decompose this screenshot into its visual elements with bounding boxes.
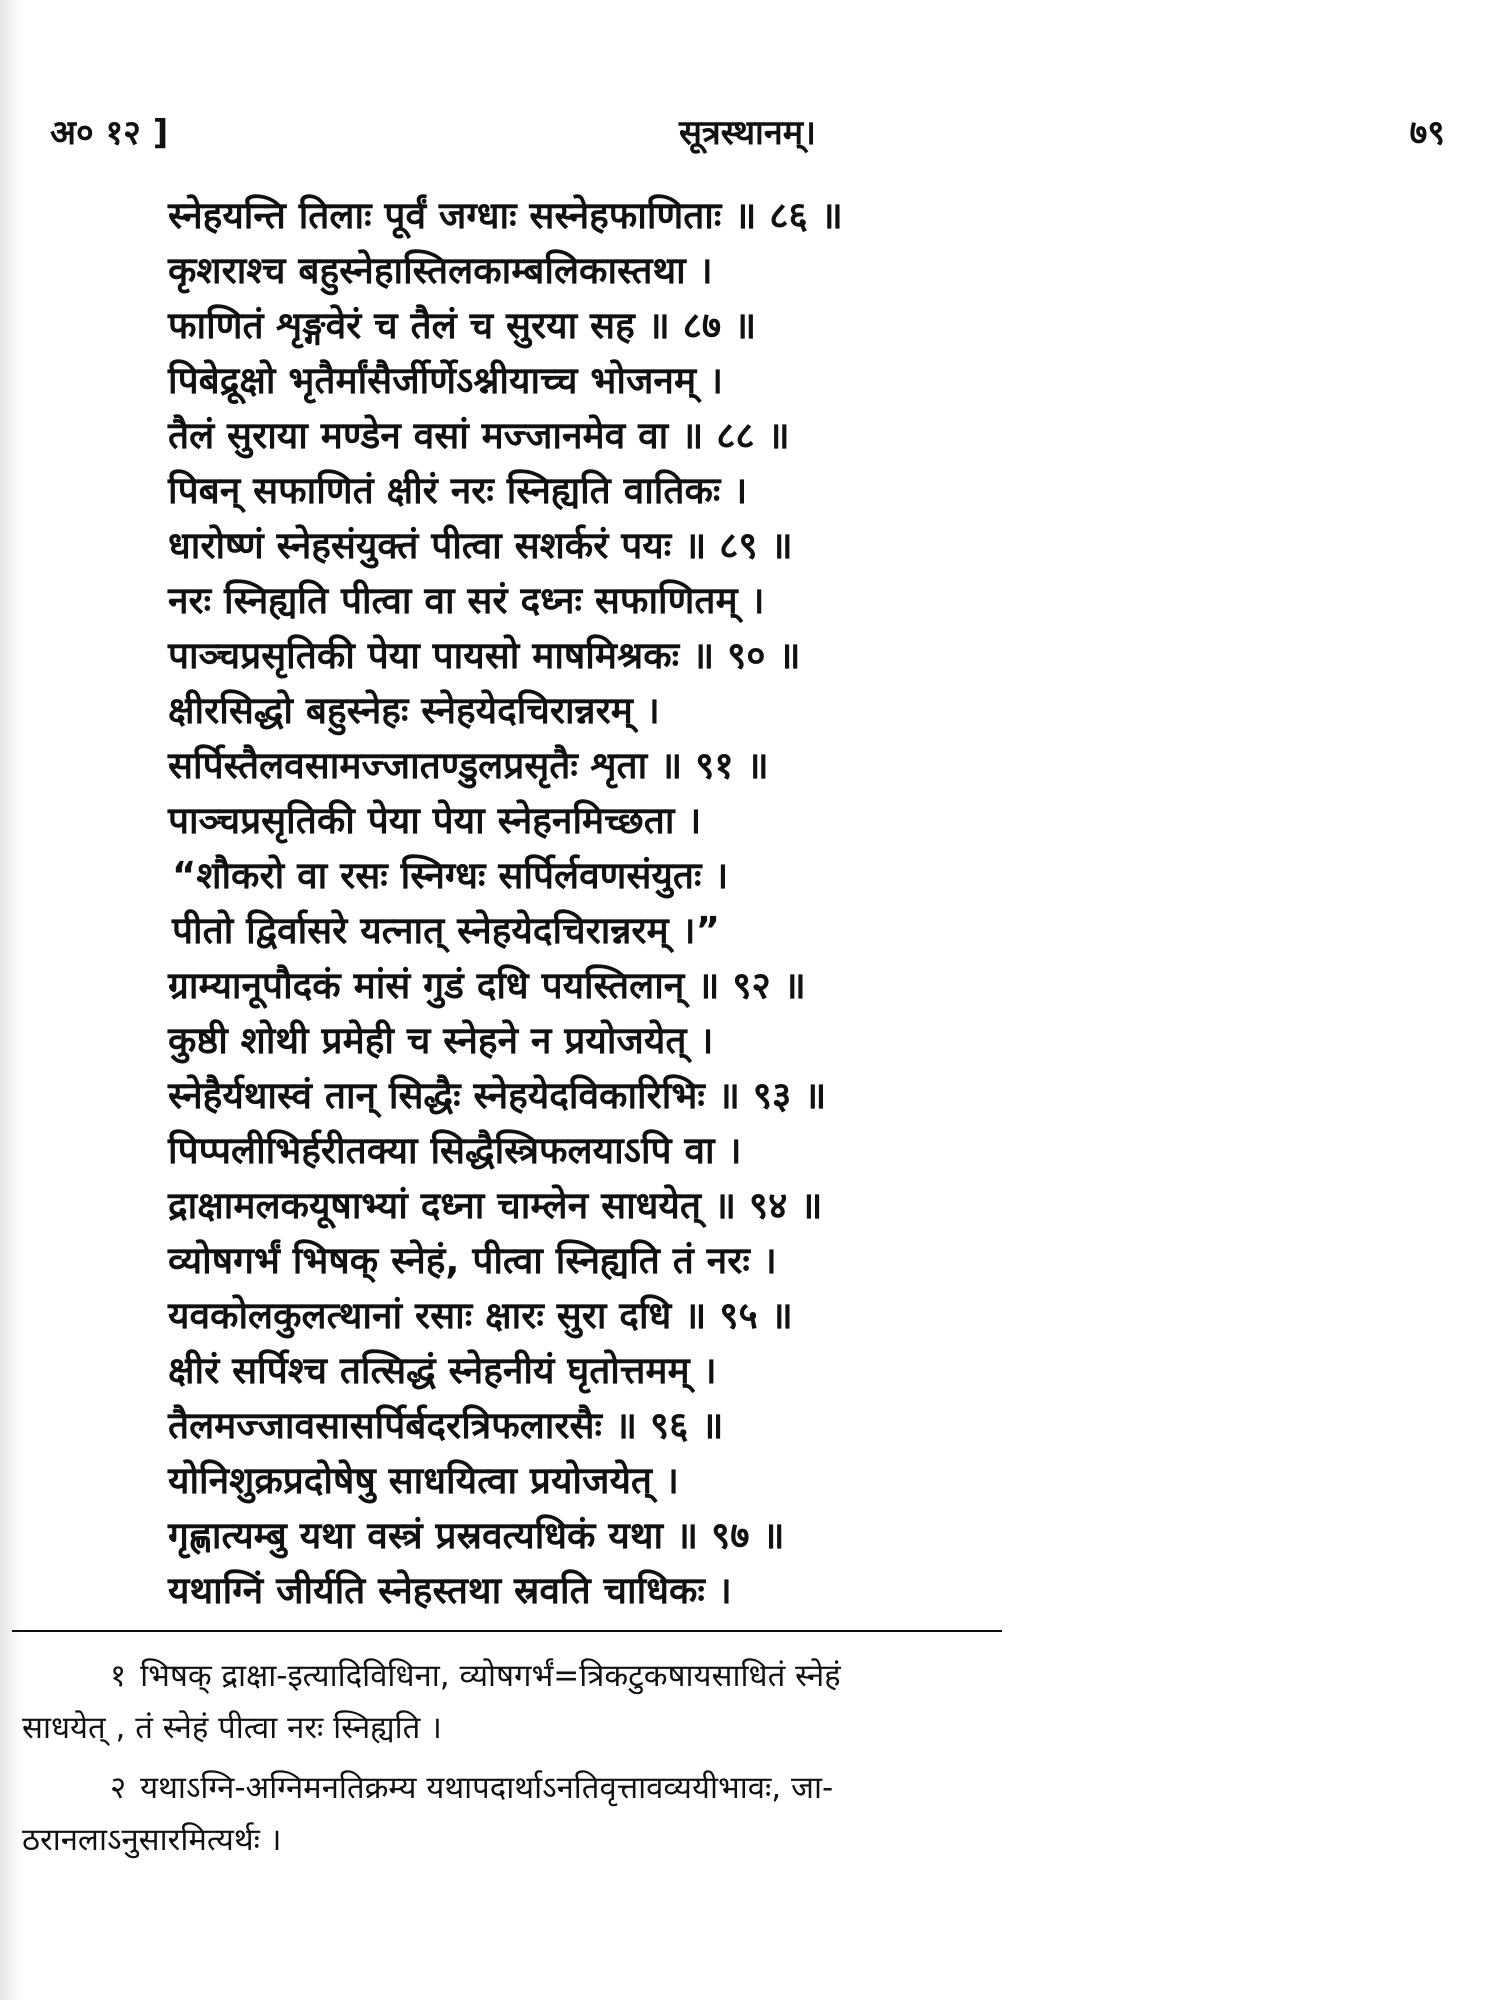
verse-line: द्राक्षामलकयूषाभ्यां दध्ना चाम्लेन साधयेत् ॥ ९४ ॥ — [168, 1184, 823, 1227]
verse-line: स्नेहयन्ति तिलाः पूर्वं जग्धाः सस्नेहफाणिताः ॥ ८६ ॥ — [168, 194, 843, 237]
verse-line: पाञ्चप्रसृतिकी पेया पेया स्नेहनमिच्छता । — [168, 799, 702, 842]
verse-line: तैलमज्जावसासर्पिर्बदरत्रिफलारसैः ॥ ९६ ॥ — [168, 1404, 724, 1447]
verse-line: स्नेहैर्यथास्वं तान् सिद्धैः स्नेहयेदविकारिभिः ॥ ९३ ॥ — [168, 1074, 827, 1117]
footnote-text: भिषक् द्राक्षा-इत्यादिविधिना, व्योषगर्भं=त्रिकटुकषायसाधितं स्नेहं — [140, 1658, 841, 1694]
verse-line: क्षीरसिद्धो बहुस्नेहः स्नेहयेदचिरान्नरम् । — [168, 689, 660, 732]
verse-line: पिप्पलीभिर्हरीतक्या सिद्धैस्त्रिफलयाऽपि वा । — [168, 1129, 742, 1172]
page-edge-shadow — [0, 0, 22, 2000]
section-title: सूत्रस्थानम्। — [679, 113, 816, 153]
footnote-number: १ — [110, 1658, 127, 1694]
verse-line: यथाग्निं जीर्यति स्नेहस्तथा स्रवति चाधिकः । — [168, 1569, 732, 1612]
verse-line: फाणितं शृङ्गवेरं च तैलं च सुरया सह ॥ ८७ ॥ — [168, 304, 757, 347]
verse-line: व्योषगर्भं भिषक् स्नेहं, पीत्वा स्निह्यति तं नरः । — [168, 1239, 777, 1282]
verse-line: कृशराश्च बहुस्नेहास्तिलकाम्बलिकास्तथा । — [168, 249, 713, 292]
verse-line: सर्पिस्तैलवसामज्जातण्डुलप्रसृतैः शृता ॥ ९१ ॥ — [168, 744, 769, 787]
footnote-number: २ — [110, 1770, 127, 1806]
page-number: ७९ — [1409, 113, 1445, 153]
footnote-text-continued: ठरानलाऽनुसारमित्यर्थः । — [22, 1822, 282, 1858]
running-header — [50, 108, 1445, 158]
footnotes — [22, 1650, 1402, 1874]
verse-line: पिबन् सफाणितं क्षीरं नरः स्निह्यति वातिकः । — [168, 469, 748, 512]
quoted-verse-line: पीतो द्विर्वासरे यत्नात् स्नेहयेदचिरान्नरम् ।” — [172, 909, 720, 952]
footnote-text: यथाऽग्नि-अग्निमनतिक्रम्य यथापदार्थाऽनतिवृत्तावव्ययीभावः, जा- — [140, 1770, 834, 1806]
verse-line: धारोष्णं स्नेहसंयुक्तं पीत्वा सशर्करं पयः ॥ ८९ ॥ — [168, 524, 793, 567]
footnote-divider — [12, 1630, 1002, 1632]
verse-line: तैलं सुराया मण्डेन वसां मज्जानमेव वा ॥ ८८ ॥ — [168, 414, 790, 457]
verse-line: गृह्णात्यम्बु यथा वस्त्रं प्रस्रवत्यधिकं यथा ॥ ९७ ॥ — [168, 1514, 785, 1557]
chapter-marker: अ० १२ ] — [50, 113, 169, 153]
verse-line: पिबेद्रूक्षो भृतैर्मांसैर्जीर्णेऽश्नीयाच्च भोजनम् । — [168, 359, 723, 402]
verse-line: ग्राम्यानूपौदकं मांसं गुडं दधि पयस्तिलान् ॥ ९२ ॥ — [168, 964, 806, 1007]
verse-line: नरः स्निह्यति पीत्वा वा सरं दध्नः सफाणितम् । — [168, 579, 765, 622]
verse-line: कुष्ठी शोथी प्रमेही च स्नेहने न प्रयोजयेत् । — [168, 1019, 714, 1062]
verse-line: यवकोलकुलत्थानां रसाः क्षारः सुरा दधि ॥ ९५ ॥ — [168, 1294, 793, 1337]
verse-line: पाञ्चप्रसृतिकी पेया पायसो माषमिश्रकः ॥ ९० ॥ — [168, 634, 801, 677]
footnote-text-continued: साधयेत् , तं स्नेहं पीत्वा नरः स्निह्यति । — [22, 1710, 442, 1746]
footnote-1 — [22, 1650, 1402, 1754]
quoted-verse-line: “शौकरो वा रसः स्निग्धः सर्पिर्लवणसंयुतः । — [172, 854, 729, 897]
verse-line: योनिशुक्रप्रदोषेषु साधयित्वा प्रयोजयेत् । — [168, 1459, 679, 1502]
verse-line: क्षीरं सर्पिश्च तत्सिद्धं स्नेहनीयं घृतोत्तमम् । — [168, 1349, 717, 1392]
footnote-2 — [22, 1762, 1402, 1866]
verse-block — [168, 188, 1318, 1618]
